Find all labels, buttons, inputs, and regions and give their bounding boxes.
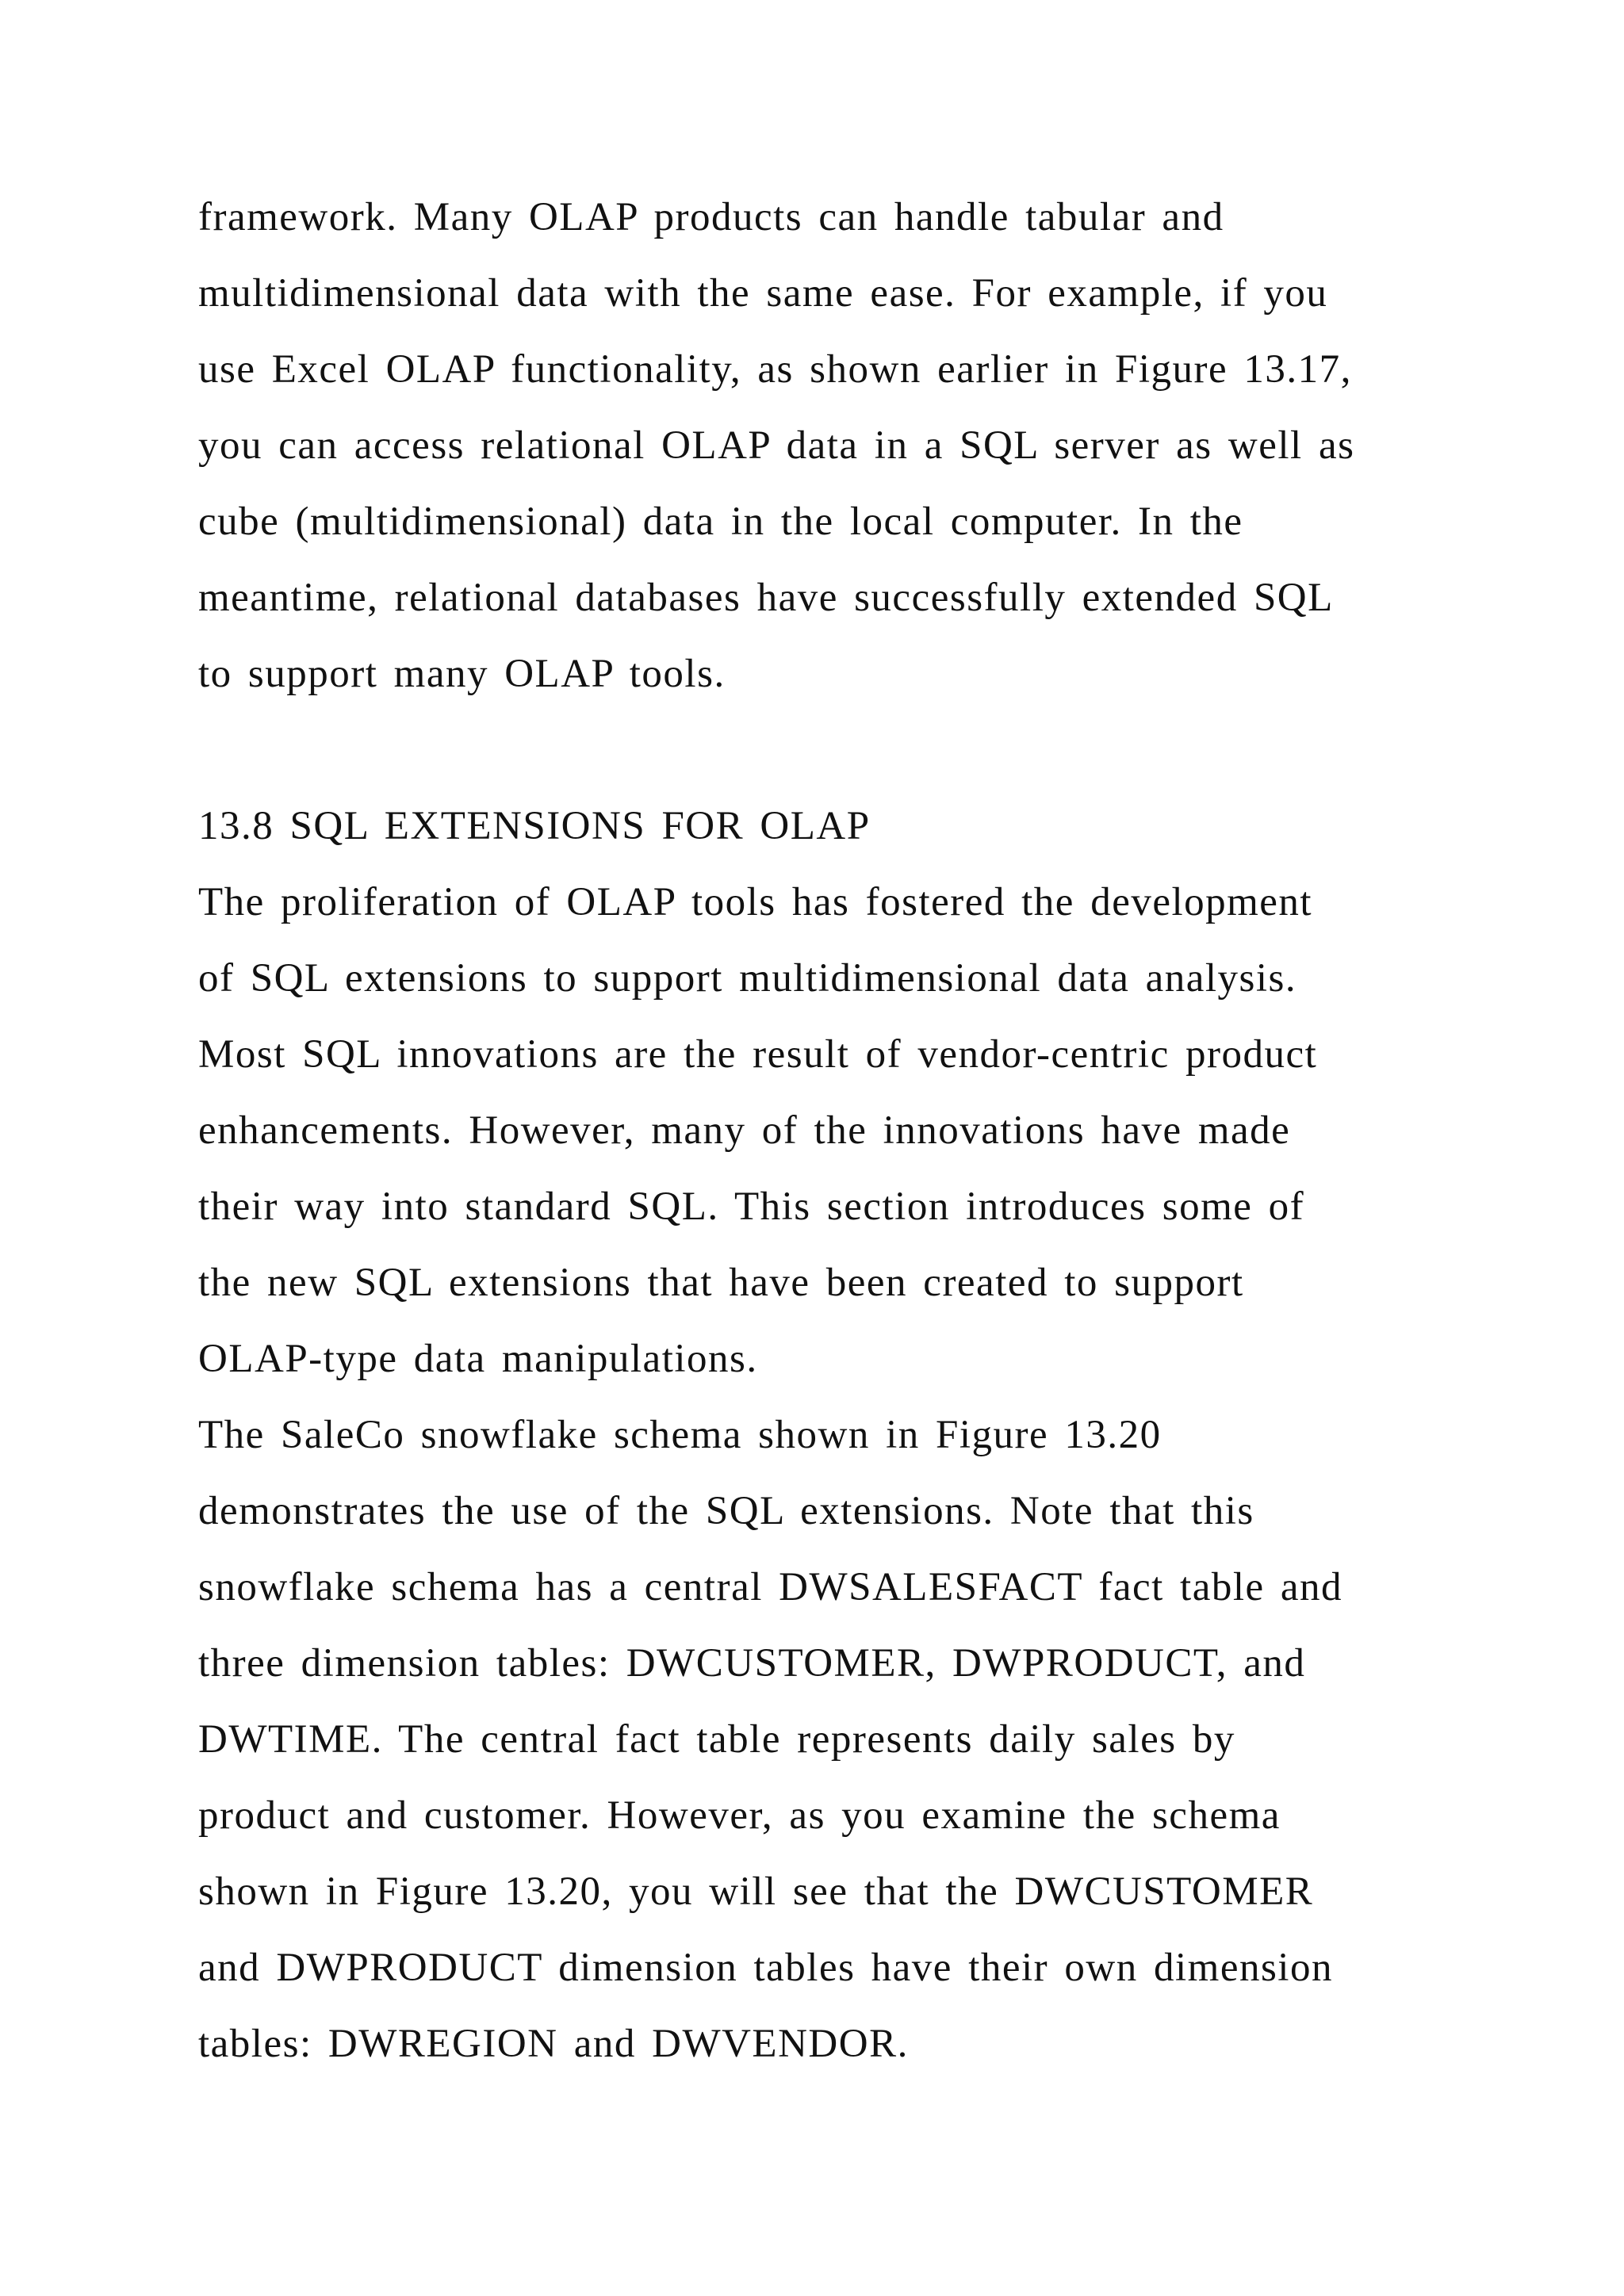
- document-body: [198, 179, 1499, 2082]
- text-line: snowflake schema has a central DWSALESFACT fact table and: [198, 1565, 1343, 1609]
- text-line: shown in Figure 13.20, you will see that the DWCUSTOMER: [198, 1869, 1314, 1914]
- paragraph-sql-extensions: [198, 864, 1499, 1397]
- text-line: to support many OLAP tools.: [198, 652, 726, 696]
- text-line: The proliferation of OLAP tools has fostered the development: [198, 880, 1313, 924]
- text-line: The SaleCo snowflake schema shown in Figure 13.20: [198, 1413, 1162, 1457]
- text-line: Most SQL innovations are the result of vendor-centric product: [198, 1032, 1318, 1077]
- text-line: the new SQL extensions that have been created to support: [198, 1261, 1244, 1305]
- text-line: OLAP-type data manipulations.: [198, 1337, 758, 1381]
- text-line: cube (multidimensional) data in the local computer. In the: [198, 499, 1243, 544]
- text-line: enhancements. However, many of the innovations have made: [198, 1108, 1291, 1153]
- paragraph-olap-products: [198, 179, 1499, 712]
- text-line: demonstrates the use of the SQL extensions. Note that this: [198, 1489, 1254, 1533]
- text-line: of SQL extensions to support multidimensional data analysis.: [198, 956, 1297, 1001]
- text-line: meantime, relational databases have successfully extended SQL: [198, 576, 1334, 620]
- text-line: product and customer. However, as you examine the schema: [198, 1793, 1281, 1838]
- paragraph-spacer: [198, 712, 1499, 788]
- text-line: DWTIME. The central fact table represents daily sales by: [198, 1717, 1235, 1762]
- text-line: you can access relational OLAP data in a SQL server as well as: [198, 423, 1355, 468]
- text-line: tables: DWREGION and DWVENDOR.: [198, 2022, 909, 2066]
- text-line: and DWPRODUCT dimension tables have their own dimension: [198, 1946, 1333, 1990]
- text-line: multidimensional data with the same ease. For example, if you: [198, 271, 1328, 316]
- text-line: their way into standard SQL. This section introduces some of: [198, 1184, 1305, 1229]
- paragraph-saleco-schema: [198, 1397, 1499, 2082]
- text-line: three dimension tables: DWCUSTOMER, DWPRODUCT, and: [198, 1641, 1306, 1686]
- section-heading: 13.8 SQL EXTENSIONS FOR OLAP: [198, 804, 871, 848]
- text-line: framework. Many OLAP products can handle tabular and: [198, 195, 1224, 239]
- text-line: use Excel OLAP functionality, as shown earlier in Figure 13.17,: [198, 347, 1352, 392]
